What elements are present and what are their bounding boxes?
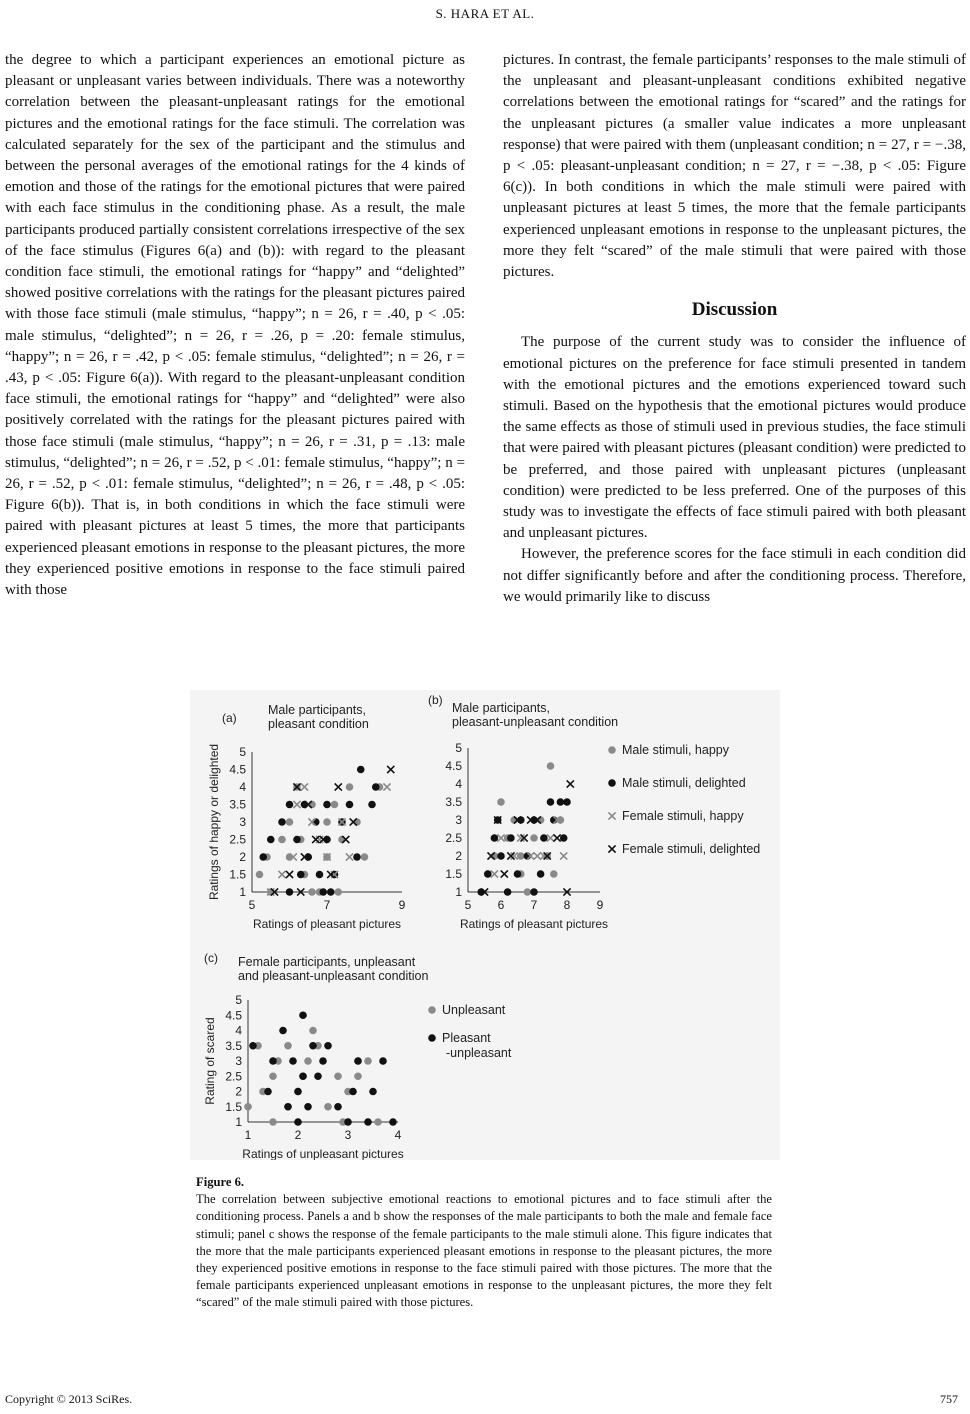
x-tick-label: 7: [323, 898, 331, 912]
data-point: [327, 888, 335, 896]
data-point: [278, 836, 286, 844]
y-tick-label: 2.5: [445, 831, 462, 845]
data-point: [294, 1088, 302, 1096]
figure-6: [190, 690, 780, 1160]
y-tick-label: 3.5: [445, 795, 462, 809]
data-point: [308, 888, 316, 896]
x-tick-label: 3: [344, 1128, 352, 1142]
data-point: [304, 1103, 312, 1111]
legend-label: Male stimuli, delighted: [622, 776, 746, 790]
y-tick-label: 5: [455, 741, 462, 755]
data-point: [369, 1088, 377, 1096]
y-tick-label: 1: [235, 1115, 242, 1129]
data-point: [319, 1057, 327, 1065]
data-point: [331, 801, 339, 809]
data-point: [309, 1042, 317, 1050]
data-point: [244, 1103, 252, 1111]
right-paragraph-2: The purpose of the current study was to consider the influence of emotional pictures on the preference for face stimuli presented in tandem with the emotional pictures and the emotions experienced toward such stimuli. Based on the hypothesis that the emotional pictures would produce the same effects as those of stimuli used in previous studies, the face stimuli that were paired with pleasant pictures (pleasant condition) were predicted to be preferred, and those paired with unpleasant pictures (unpleasant condition) were predicted to be less preferred. One of the purposes of this study was to investigate the effects of face stimuli paired with both pleasant and unpleasant pictures.: [503, 334, 966, 542]
data-point: [497, 798, 505, 806]
data-point: [264, 1088, 272, 1096]
x-tick-label: 5: [248, 898, 256, 912]
data-point: [334, 1103, 342, 1111]
data-point: [269, 1057, 277, 1065]
data-point: [389, 1118, 397, 1126]
data-point: [249, 1042, 257, 1050]
panel-title-line1: Male participants,: [268, 703, 366, 717]
y-tick-label: 1: [239, 885, 246, 899]
right-column: [503, 50, 966, 608]
panel-title-line1: Male participants,: [452, 701, 550, 715]
panel-title-line2: pleasant condition: [268, 717, 369, 731]
legend-label: Male stimuli, happy: [622, 743, 729, 757]
y-tick-label: 3.5: [225, 1038, 242, 1053]
data-point: [364, 1118, 372, 1126]
data-point: [316, 871, 324, 879]
data-point: [279, 1027, 287, 1035]
y-tick-label: 3: [455, 813, 462, 827]
x-tick-label: 2: [294, 1128, 302, 1142]
data-point: [324, 1103, 332, 1111]
y-tick-label: 5: [235, 993, 242, 1007]
legend-marker: [428, 1034, 436, 1042]
data-point: [284, 1042, 292, 1050]
data-point: [286, 801, 294, 809]
x-tick-label: 6: [497, 898, 505, 912]
right-paragraph-3: However, the preference scores for the face stimuli in each condition did not differ significantly before and after the conditioning process. Therefore, we would primarily like to discuss: [503, 546, 966, 605]
running-header: S. HARA ET AL.: [435, 6, 535, 21]
x-axis-label: Ratings of unpleasant pictures: [242, 1147, 404, 1160]
data-point: [353, 853, 361, 861]
data-point: [299, 1011, 307, 1019]
data-point: [256, 871, 264, 879]
y-tick-label: 2: [455, 849, 462, 863]
caption-title: Figure 6.: [196, 1175, 245, 1189]
data-point: [560, 834, 568, 842]
y-tick-label: 4: [235, 1023, 242, 1038]
data-point: [504, 888, 512, 896]
left-paragraph: the degree to which a participant experiences an emotional picture as pleasant or unpleasant varies between individuals. There was a noteworthy correlation between the pleasant-unpleasant ratings for the emotional pictures and the emotional ratings for the face stimuli. The correlation was calculated separately for the sex of the participant and the stimulus and between the personal averages of the emotional ratings for the 4 kinds of emotion and those of the ratings for the emotional pictures that were paired with each face stimulus in the conditioning phase. As a result, the male participants produced partially consistent correlations irrespective of the sex of the face stimulus (Figures 6(a) and (b)): with regard to the pleasant condition face stimuli, the emotional ratings for “happy” and “delighted” showed positive correlations with the ratings for the pleasant pictures paired with those face stimuli (male stimulus, “happy”; n = 26, r = .40, p < .05: male stimulus, “delighted”; n = 26, r = .26, p = .20: female stimulus, “happy”; n = 26, r = .42, p < .05: female stimulus, “delighted”; n = 26, r = .43, p < .05: Figure 6(a)). With regard to the pleasant-unpleasant condition face stimuli, the emotional ratings for “happy” and “delighted” were also positively correlated with the ratings for the pleasant pictures paired with those face stimuli (male stimulus, “happy”; n = 26, r = .31, p = .13: male stimulus, “delighted”; n = 26, r = .52, p < .01: female stimulus, “happy”; n = 26, r = .52, p < .01: female stimulus, “delighted”; n = 26, r = .48, p < .05: Figure 6(b)). That is, in both conditions in which the face stimuli were paired with pleasant pictures at least 5 times, the more that participants experienced pleasant emotions in response to the pleasant pictures, the more they experienced positive emotions in response to the face stimuli paired with those: [5, 52, 465, 599]
data-point: [323, 818, 331, 826]
data-point: [517, 852, 525, 860]
data-point: [299, 1072, 307, 1080]
data-point: [286, 888, 294, 896]
data-point: [319, 888, 327, 896]
data-point: [269, 1118, 277, 1126]
data-point: [294, 1118, 302, 1126]
data-point: [323, 801, 331, 809]
y-axis-label: Ratings of happy or delighted: [207, 743, 221, 901]
data-point: [334, 1072, 342, 1080]
panel-label: (b): [428, 693, 443, 707]
data-point: [547, 762, 555, 770]
legend-marker: [608, 779, 616, 787]
x-tick-label: 8: [563, 898, 571, 912]
x-tick-label: 7: [530, 898, 538, 912]
data-point: [557, 798, 565, 806]
data-point: [368, 801, 376, 809]
data-point: [547, 798, 555, 806]
data-point: [379, 1057, 387, 1065]
y-tick-label: 2.5: [225, 1069, 242, 1084]
panel-title-line2: and pleasant-unpleasant condition: [238, 969, 429, 983]
x-tick-label: 1: [244, 1128, 252, 1142]
legend-label: Unpleasant: [442, 1003, 506, 1017]
x-tick-label: 9: [398, 898, 406, 912]
data-point: [309, 1027, 317, 1035]
copyright-footer: Copyright © 2013 SciRes.: [5, 1392, 133, 1406]
data-point: [530, 888, 538, 896]
data-point: [507, 834, 515, 842]
y-tick-label: 4.5: [229, 762, 246, 777]
section-heading-discussion: Discussion: [691, 299, 778, 321]
y-tick-label: 4.5: [445, 759, 462, 773]
page-number: 757: [940, 1392, 958, 1406]
data-point: [334, 888, 342, 896]
x-axis-label: Ratings of pleasant pictures: [459, 917, 609, 931]
figure-6-svg: [190, 690, 780, 1160]
data-point: [346, 783, 354, 791]
y-tick-label: 4: [239, 780, 246, 794]
x-tick-label: 5: [464, 898, 472, 912]
data-point: [537, 870, 545, 878]
y-tick-label: 2: [239, 850, 246, 864]
panel-title-line1: Female participants, unpleasant: [238, 955, 416, 969]
y-tick-label: 4: [455, 777, 462, 791]
data-point: [286, 818, 294, 826]
data-point: [514, 870, 522, 878]
data-point: [357, 766, 365, 774]
caption-text: The correlation between subjective emotional reactions to emotional pictures and to face stimuli after the conditioning process. Panels a and b show the responses of the male participants to both the male and female face stimuli; panel c shows the response of the female participants to the male stimuli alone. This figure indicates that the more that the male participants experienced pleasant emotions in response to the pleasant pictures, the more they experienced positive emotions in response to the face stimuli paired with those pictures. The more that the female participants experienced unpleasant emotions in response to the unpleasant pictures, the more they felt “scared” of the male stimuli paired with those pictures.: [196, 1192, 772, 1310]
left-column: [5, 50, 465, 601]
data-point: [540, 834, 548, 842]
data-point: [259, 853, 267, 861]
legend-marker: [428, 1006, 436, 1014]
y-tick-label: 1.5: [445, 867, 462, 881]
data-point: [314, 1072, 322, 1080]
y-axis-label: Rating of scared: [203, 1017, 217, 1105]
data-point: [354, 1057, 362, 1065]
legend-marker: [608, 746, 616, 754]
y-tick-label: 5: [239, 745, 246, 759]
right-paragraph-1: pictures. In contrast, the female participants’ responses to the male stimuli of the unpleasant and pleasant-unpleasant conditions exhibited negative correlations between the emotional ratings for “scared” and the ratings for the unpleasant pictures (a smaller value indicates a more unpleasant response) that were paired with them (unpleasant condition; n = 27, r = −.38, p < .05: pleasant-unpleasant condition; n = 27, r = −.38, p < .05: Figure 6(c)). In both conditions in which the male stimuli were paired with unpleasant pictures at least 5 times, the more that the female participants experienced unpleasant emotions in response to the unpleasant pictures, the more they felt “scared” of the male stimuli that were paired with those pictures.: [503, 52, 966, 281]
data-point: [530, 834, 538, 842]
data-point: [491, 834, 499, 842]
panel-title-line2: pleasant-unpleasant condition: [452, 715, 619, 729]
data-point: [354, 1072, 362, 1080]
legend-label: Female stimuli, happy: [622, 809, 744, 823]
data-point: [346, 801, 354, 809]
data-point: [349, 1088, 357, 1096]
y-tick-label: 4.5: [225, 1008, 242, 1023]
data-point: [364, 1057, 372, 1065]
data-point: [497, 852, 505, 860]
y-tick-label: 1.5: [229, 867, 246, 882]
data-point: [550, 870, 558, 878]
panel-label: (a): [222, 711, 237, 725]
data-point: [524, 888, 532, 896]
y-tick-label: 2.5: [229, 832, 246, 847]
data-point: [278, 818, 286, 826]
y-tick-label: 3: [239, 815, 246, 829]
data-point: [304, 1057, 312, 1065]
data-point: [269, 1072, 277, 1080]
y-tick-label: 3.5: [229, 797, 246, 812]
x-tick-label: 9: [596, 898, 604, 912]
data-point: [344, 1118, 352, 1126]
x-tick-label: 4: [394, 1128, 402, 1142]
data-point: [267, 836, 275, 844]
data-point: [361, 853, 369, 861]
y-tick-label: 1: [455, 885, 462, 899]
x-axis-label: Ratings of pleasant pictures: [252, 917, 402, 931]
data-point: [374, 1118, 382, 1126]
data-point: [372, 783, 380, 791]
y-tick-label: 1.5: [225, 1099, 242, 1114]
data-point: [289, 1057, 297, 1065]
data-point: [563, 798, 571, 806]
y-tick-label: 2: [235, 1084, 242, 1099]
data-point: [324, 1042, 332, 1050]
figure-caption: [196, 1174, 772, 1312]
legend-label-line2: -unpleasant: [446, 1046, 512, 1060]
data-point: [297, 871, 305, 879]
data-point: [484, 870, 492, 878]
panel-label: (c): [204, 951, 218, 965]
legend-label: Female stimuli, delighted: [622, 842, 761, 856]
data-point: [293, 836, 301, 844]
legend-label: Pleasant: [442, 1031, 491, 1045]
data-point: [284, 1103, 292, 1111]
y-tick-label: 3: [235, 1054, 242, 1068]
